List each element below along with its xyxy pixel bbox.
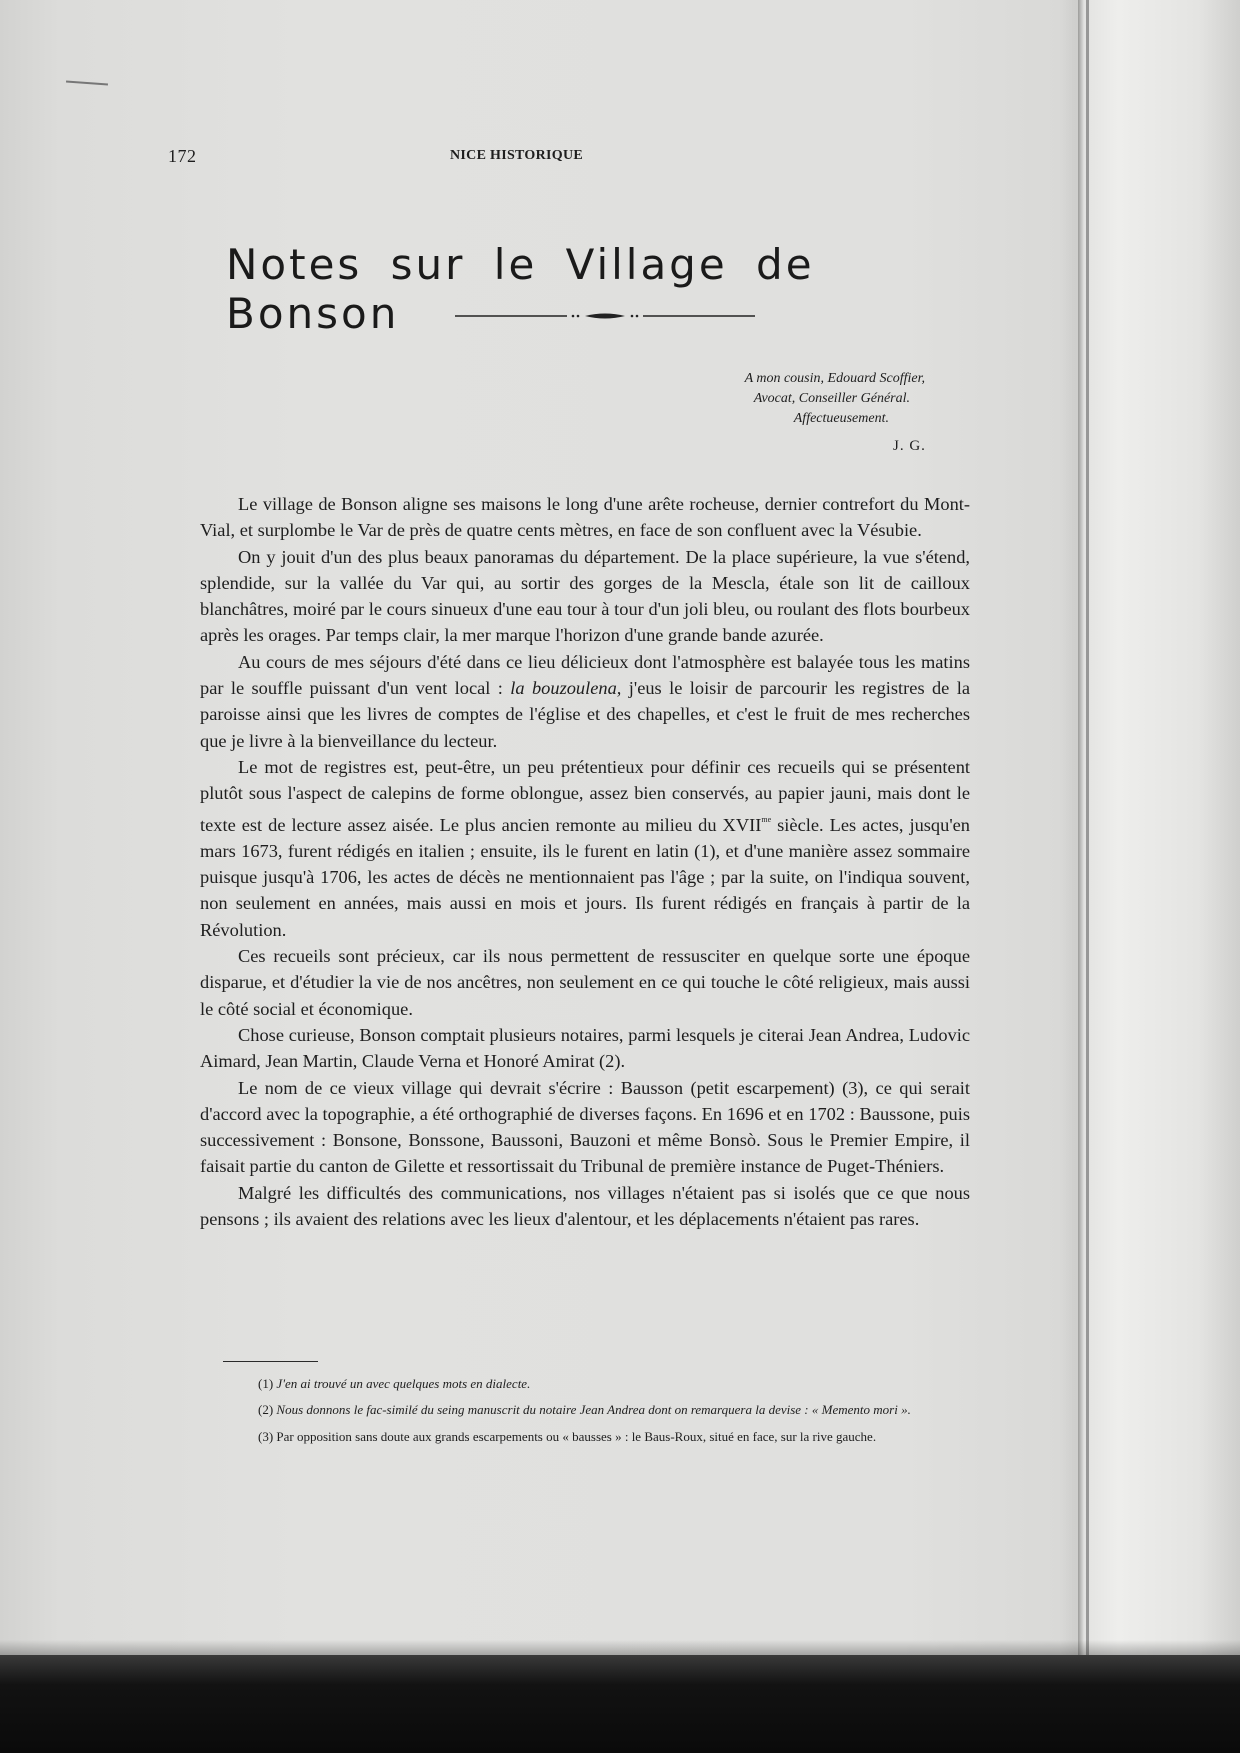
dedication-line: Avocat, Conseiller Général. bbox=[753, 391, 910, 406]
footnote-number: (2) bbox=[258, 1402, 274, 1418]
footnote-text: Nous donnons le fac-similé du seing manuscrit du notaire Jean Andrea dont on remarquera la devise : « Memento mori ». bbox=[273, 1402, 911, 1418]
title-ornament-divider bbox=[455, 311, 755, 321]
footnote bbox=[200, 1401, 970, 1419]
paragraph-text: siècle. Les actes, jusqu'en mars 1673, furent rédigés en italien ; ensuite, ils le furent en latin (1), et d'une manière assez sommaire puisque jusqu'à 1706, les actes de décès ne mentionnaient pas l'âge ; par la suite, on l'indiqua souvent, non seulement en années, mais aussi en mois et jours. Ils furent rédigés en français à partir de la Révolution. bbox=[200, 814, 970, 940]
footnote bbox=[200, 1375, 970, 1393]
paragraph: Le nom de ce vieux village qui devrait s'écrire : Bausson (petit escarpement) (3), ce qui serait d'accord avec la topographie, a été orthographié de diverses façons. En 1696 et en 1702 : Baussone, puis successivement : Bonsone, Bonssone, Baussoni, Bauzoni et même Bonsò. Sous le Premier Empire, il faisait partie du canton de Gilette et ressortissait du Tribunal de première instance de Puget-Théniers. bbox=[200, 1077, 970, 1177]
paragraph bbox=[200, 649, 970, 754]
paragraph: Malgré les difficultés des communications, nos villages n'étaient pas si isolés que ce que nous pensons ; ils avaient des relations avec les lieux d'alentour, et les déplacements n'étaient pas rares. bbox=[200, 1182, 970, 1230]
paragraph: Ces recueils sont précieux, car ils nous permettent de ressusciter en quelque sorte une époque disparue, et d'étudier la vie de nos ancêtres, non seulement en ce qui touche le côté religieux, mais aussi le côté social et économique. bbox=[200, 946, 970, 1019]
superscript: me bbox=[761, 814, 772, 824]
paragraph: On y jouit d'un des plus beaux panoramas du département. De la place supérieure, la vue s'étend, splendide, sur la vallée du Var qui, au sortir des gorges de la Mescla, étale son lit de cailloux blanchâtres, moiré par le cours sinueux d'une eau tour à tour d'un joli bleu, ou roulant des flots bourbeux après les orages. Par temps clair, la mer marque l'horizon d'une grande bande azurée. bbox=[200, 546, 970, 646]
article-body bbox=[200, 491, 970, 1232]
dedication-line: Affectueusement. bbox=[793, 411, 889, 426]
footnote bbox=[200, 1428, 970, 1446]
footnote-text: J'en ai trouvé un avec quelques mots en dialecte. bbox=[273, 1376, 531, 1391]
article-title: Notes sur le Village de Bonson bbox=[226, 240, 815, 338]
dedication bbox=[745, 369, 925, 429]
paragraph-text: Le mot de registres est, peut-être, un peu prétentieux pour définir ces recueils qui se présentent plutôt sous l'aspect de calepins de forme oblongue, assez bien conservés, au papier jauni, mais dont le texte est de lecture assez aisée. Le plus ancien remonte au milieu du XVII bbox=[200, 756, 970, 835]
footnote-text: Par opposition sans doute aux grands escarpements ou « bausses » : le Baus-Roux, situé en face, sur la rive gauche. bbox=[273, 1428, 877, 1444]
footnote-separator bbox=[223, 1361, 318, 1362]
footnote-number: (1) bbox=[258, 1376, 274, 1391]
author-initials: J. G. bbox=[893, 438, 926, 454]
paragraph-text: Au cours de mes séjours d'été dans ce lieu délicieux dont l'atmosphère est balayée tous les matins par le souffle puissant d'un vent local : bbox=[200, 651, 970, 699]
dedication-line: A mon cousin, Edouard Scoffier, bbox=[744, 371, 925, 386]
footnotes bbox=[200, 1375, 970, 1454]
paragraph: Le village de Bonson aligne ses maisons le long d'une arête rocheuse, dernier contrefort du Mont-Vial, et surplombe le Var de près de quatre cents mètres, en face de son confluent avec la Vésubie. bbox=[200, 494, 970, 541]
paragraph-text: j'eus le loisir de parcourir les registres de la paroisse ainsi que les livres de comptes de l'église et des chapelles, et c'est le fruit de mes recherches que je livre à la bienveillance du lecteur. bbox=[200, 678, 971, 751]
paragraph: Chose curieuse, Bonson comptait plusieurs notaires, parmi lesquels je citerai Jean Andrea, Ludovic Aimard, Jean Martin, Claude Verna et Honoré Amirat (2). bbox=[200, 1024, 970, 1072]
running-header: NICE HISTORIQUE bbox=[450, 148, 584, 163]
page-number: 172 bbox=[168, 146, 197, 166]
italic-term: la bouzoulena, bbox=[510, 678, 622, 699]
footnote-number: (3) bbox=[258, 1428, 274, 1444]
paragraph bbox=[200, 754, 970, 943]
